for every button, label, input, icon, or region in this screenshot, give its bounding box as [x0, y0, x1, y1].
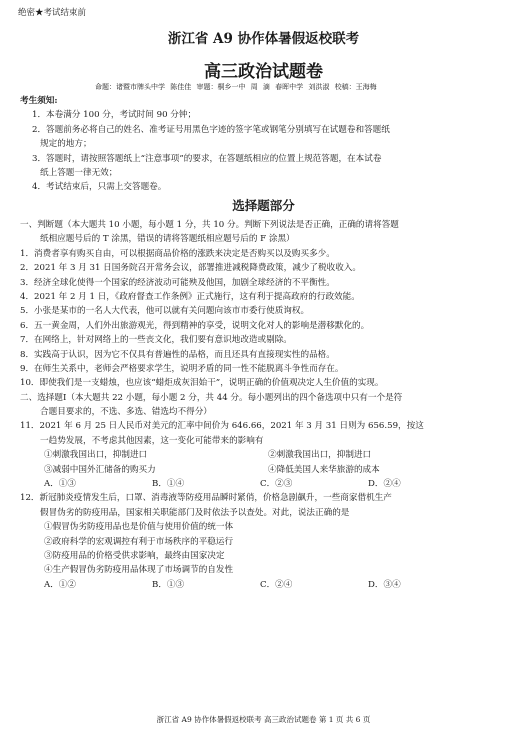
- q11-statement: ③减弱中国外汇储备的购买力: [44, 464, 156, 475]
- part2-intro: 合题目要求的，不选、多选、错选均不得分）: [40, 407, 212, 418]
- part1-block: [20, 218, 508, 592]
- q11-options: [20, 477, 508, 491]
- notice-item: 1．本卷满分 100 分，考试时间 90 分钟；: [32, 110, 197, 121]
- option-d: D．②④: [368, 479, 401, 490]
- option-c: C．②④: [260, 579, 293, 590]
- q12-options: [20, 578, 508, 592]
- q12-statement: ④生产假冒伪劣防疫用品体现了市场调节的自发性: [44, 565, 234, 576]
- option-b: B．①③: [152, 579, 185, 590]
- option-d: D．③④: [368, 579, 401, 590]
- judge-item: 1．消费者享有购买自由，可以根据商品价格的涨跌来决定是否购买以及购买多少。: [20, 248, 335, 259]
- q11-stem: 11．2021 年 6 月 25 日人民币对美元的汇率中间价为 646.66，2021 年 3 月 31 日则为 656.59，按这: [20, 421, 424, 432]
- notice-heading: 考生须知:: [20, 96, 58, 106]
- notice-block: [20, 94, 508, 195]
- section-title: 选择题部分: [232, 198, 295, 213]
- paper-title: 高三政治试题卷: [204, 62, 323, 82]
- part1-intro: 一、判断题（本大题共 10 小题，每小题 1 分，共 10 分。判断下列说法是否正确，正确的请将答题: [20, 220, 399, 230]
- option-a: A．①②: [44, 579, 76, 590]
- q11-statement: ①刺激我国出口，抑制进口: [44, 450, 148, 461]
- q12-statement: ①假冒伪劣防疫用品也是价值与使用价值的统一体: [44, 522, 234, 533]
- q12-stem: 假冒伪劣的防疫用品，国家相关职能部门及时依法予以查处。对此，说法正确的是: [40, 507, 350, 518]
- secret-label: 绝密★考试结束前: [18, 8, 87, 18]
- judge-item: 6．五一黄金周，人们外出旅游观光，得到精神的享受，说明文化对人的影响是潜移默化的。: [20, 320, 370, 331]
- q11-statements-row: [20, 448, 508, 462]
- notice-item: 纸上答题一律无效；: [40, 167, 118, 178]
- part2-intro: 二、选择题Ⅰ（本大题共 22 小题，每小题 2 分，共 44 分。每小题列出的四个备选项中只有一个是符: [20, 392, 403, 403]
- judge-item: 9．在师生关系中，老师会严格要求学生，说明矛盾的同一性不能脱离斗争性而存在。: [20, 363, 344, 374]
- q12-statement: ③防疫用品的价格受供求影响，最终由国家决定: [44, 550, 225, 561]
- notice-item: 规定的地方；: [40, 139, 92, 150]
- q12-stem: 12．新冠肺炎疫情发生后，口罩、消毒液等防疫用品瞬时紧俏，价格急剧飙升，一些商家借机生产: [20, 493, 392, 504]
- page-footer: 浙江省 A9 协作体暑假返校联考 高三政治试题卷 第 1 页 共 6 页: [156, 715, 371, 724]
- q11-statements-row: [20, 463, 508, 477]
- judge-item: 8．实践高于认识，因为它不仅具有普遍性的品格，而且还具有直接现实性的品格。: [20, 349, 335, 360]
- part1-intro: 纸相应题号后的 T 涂黑，错误的请将答题纸相应题号后的 F 涂黑）: [40, 234, 295, 245]
- authors-line: 命题：诸暨市牌头中学 陈佳佳 审题：桐乡一中 周 滴 春晖中学 刘洪淑 校稿：王海梅: [95, 83, 377, 91]
- q11-stem: 一趋势发展，不考虑其他因素，这一变化可能带来的影响有: [40, 435, 264, 446]
- judge-item: 7．在网络上，针对网络上的一些丧文化，我们要有意识地改造或剔除。: [20, 335, 292, 346]
- notice-item: 2．答题前务必将自己的姓名、准考证号用黑色字迹的签字笔或钢笔分别填写在试题卷和答题纸: [32, 124, 390, 135]
- notice-item: 4．考试结束后，只需上交答题卷。: [32, 182, 167, 193]
- exam-name: 浙江省 A9 协作体暑假返校联考: [167, 31, 360, 47]
- q11-statement: ②刺激我国出口，抑制进口: [268, 450, 372, 461]
- q11-statement: ④降低美国人来华旅游的成本: [268, 464, 380, 475]
- option-b: B．①④: [152, 479, 185, 490]
- judge-item: 5．小张是某市的一名人大代表，他可以就有关问题向该市市委行使质询权。: [20, 306, 310, 317]
- option-a: A．①③: [44, 479, 76, 490]
- notice-item: 3．答题时，请按照答题纸上“注意事项”的要求，在答题纸相应的位置上规范答题，在本试卷: [32, 153, 382, 164]
- judge-item: 4．2021 年 2 月 1 日，《政府督查工作条例》正式施行，这有利于提高政府的行政效能。: [20, 291, 360, 302]
- judge-item: 3．经济全球化使得一个国家的经济波动可能殃及他国，加剧全球经济的不平衡性。: [20, 277, 335, 288]
- option-c: C．②③: [260, 479, 293, 490]
- judge-item: 10．即使我们是一支蜡烛，也应该“蜡炬成灰泪始干”，说明正确的价值观决定人生价值的实现。: [20, 378, 384, 389]
- judge-item: 2．2021 年 3 月 31 日国务院召开常务会议，部署推进减税降费政策，减少了税收收入。: [20, 263, 361, 274]
- q12-statement: ②政府科学的宏观调控有利于市场秩序的平稳运行: [44, 536, 234, 547]
